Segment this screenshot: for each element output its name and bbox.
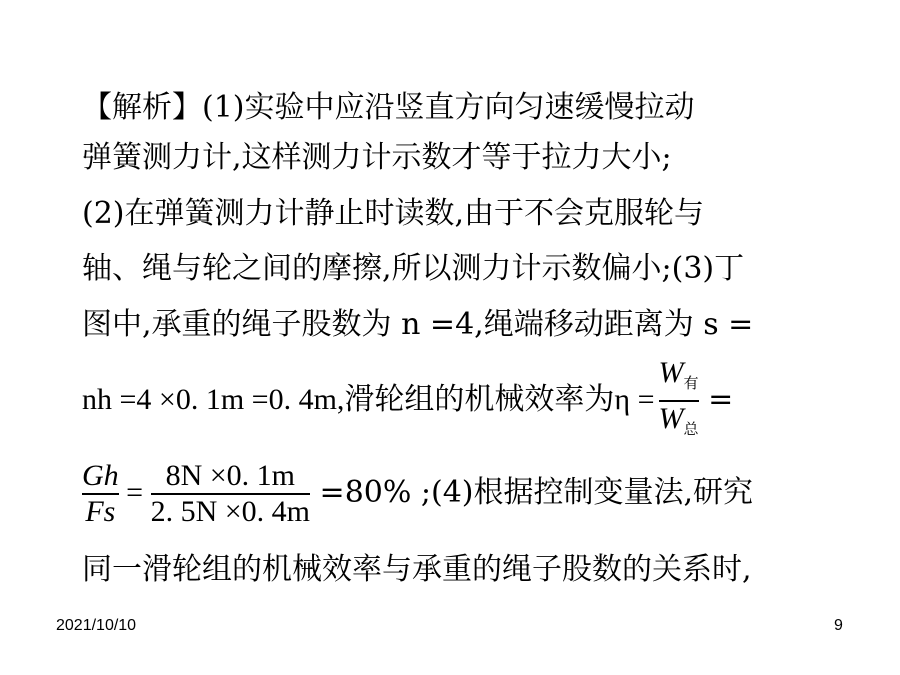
text-line-4: 轴、绳与轮之间的摩擦,所以测力计示数偏小;(3)丁 (82, 251, 745, 286)
eta-denominator-sub: 总 (683, 420, 699, 438)
footer-date: 2021/10/10 (56, 617, 137, 634)
fraction-equals: = (118, 476, 151, 509)
text-line-7 (82, 458, 753, 528)
eta-denominator: W (658, 402, 684, 435)
numeric-fraction (151, 461, 310, 527)
fraction2-denominator: 2. 5N ×0. 4m (150, 495, 311, 528)
eta-numerator-sub: 有 (683, 374, 699, 392)
page-number: 9 (834, 617, 843, 634)
efficiency-fraction (659, 358, 699, 444)
text-line-5: 图中,承重的绳子股数为 n =4,绳端移动距离为 s = (82, 307, 754, 342)
gh-fs-fraction (82, 461, 119, 527)
eta-numerator: W (658, 356, 684, 389)
text-line-8: 同一滑轮组的机械效率与承重的绳子股数的关系时, (82, 552, 752, 587)
text-line-6 (82, 358, 733, 438)
fraction1-denominator: Fs (85, 495, 116, 528)
text-line-1: 【解析】(1)实验中应沿竖直方向匀速缓慢拉动 (82, 90, 695, 125)
line7-rest: =80% ;(4)根据控制变量法,研究 (310, 475, 754, 510)
fraction1-numerator: Gh (82, 459, 119, 492)
line6-equals: = (698, 382, 734, 417)
efficiency-expression: nh =4 ×0. 1m =0. 4m,滑轮组的机械效率为η = (82, 383, 655, 416)
text-line-3: (2)在弹簧测力计静止时读数,由于不会克服轮与 (82, 196, 705, 231)
fraction2-numerator: 8N ×0. 1m (165, 459, 296, 492)
text-line-2: 弹簧测力计,这样测力计示数才等于拉力大小; (82, 140, 672, 175)
